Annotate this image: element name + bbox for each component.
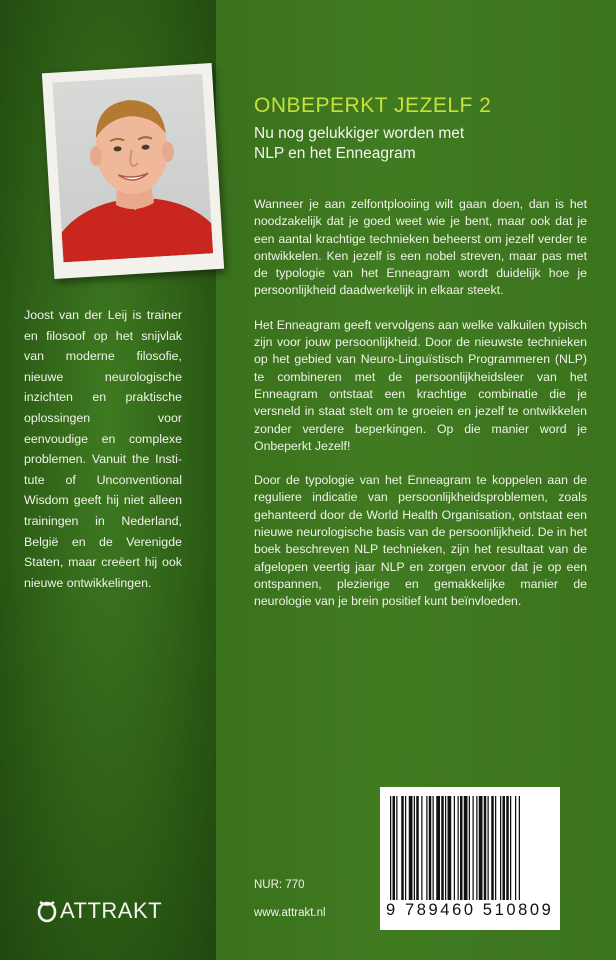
barcode-bar <box>469 796 470 900</box>
author-bio: Joost van der Leij is trainer en filosoof op het snijvlak van moderne filosofie, nieuwe neurologische inzichten en praktische oplossingen voor eenvoudige en complexe problemen. Vanuit the Institute of Unconventional Wisdom geeft hij niet alleen trainingen in Nederland, België en de Verenigde Staten, maar creëert hij ook nieuwe ontwikkelingen. <box>24 308 182 590</box>
barcode-bar <box>405 796 406 900</box>
barcode-bar <box>495 796 496 900</box>
barcode-bar <box>510 796 511 900</box>
blurb-paragraph-3: Door de typologie van het Enneagram te koppelen aan de reguliere indicatie van persoonlijkheidsproblemen, zoals gehanteerd door de World Health Organisation, ontstaat een nieuwe neurologische basis van de persoonlijkheid. De in het boek beschreven NLP technieken, zijn het resultaat van de afgelopen veertig jaar NLP en zorgen ervoor dat je op een ontspannen, plezierige en gemakkelijke manier de neurologie van je brein positief kunt beïnvloeden. <box>254 473 587 609</box>
barcode-bar <box>429 796 432 900</box>
isbn-number: 9 789460 510809 <box>386 901 554 919</box>
barcode-bar <box>393 796 396 900</box>
blurb-paragraph-2: Het Enneagram geeft vervolgens aan welke valkuilen typisch zijn voor jouw persoonlijkheid. Door de nieuwste technieken op het gebied van Neuro-Linguïstisch Programmeren (NLP) te combineren met de persoonlijkheidsleer van het Enneagram ontstaat een krachtige combinatie die je versneld in staat stelt om te groeien en jezelf te ontwikkelen zonder verdere beperkingen. Op die manier word je Onbeperkt Jezelf! <box>254 317 587 453</box>
barcode-bar <box>441 796 444 900</box>
barcode-bar <box>515 796 516 900</box>
barcode-bar <box>416 796 419 900</box>
attrakt-logo-icon <box>36 898 58 924</box>
barcode-bar <box>460 796 463 900</box>
blurb <box>254 196 587 628</box>
barcode-bar <box>484 796 487 900</box>
barcode-bar <box>491 796 494 900</box>
barcode-bar <box>414 796 415 900</box>
barcode-bar <box>409 796 413 900</box>
publisher-name: ATTRAKT <box>60 898 163 923</box>
barcode-bar <box>396 796 397 900</box>
subtitle-line-1: Nu nog gelukkiger worden met <box>254 125 465 142</box>
barcode-bar <box>488 796 489 900</box>
nur-code: NUR: 770 <box>254 879 305 891</box>
book-title: ONBEPERKT JEZELF 2 <box>254 94 492 117</box>
barcode-bar <box>401 796 404 900</box>
subtitle-line-2: NLP en het Enneagram <box>254 145 416 162</box>
barcode-bar <box>506 796 509 900</box>
barcode-bar <box>503 796 506 900</box>
barcode-bar <box>476 796 477 900</box>
barcode-bar <box>464 796 468 900</box>
book-subtitle <box>254 124 554 164</box>
isbn-barcode <box>380 787 560 930</box>
barcode-bar <box>473 796 474 900</box>
barcode-bar <box>479 796 483 900</box>
author-photo <box>52 74 213 263</box>
barcode-bar <box>421 796 422 900</box>
author-portrait-icon <box>52 74 213 263</box>
barcode-bar <box>433 796 434 900</box>
blurb-paragraph-1: Wanneer je aan zelfontplooiing wilt gaan doen, dan is het noodzakelijk dat je goed weet wie je bent, maar ook dat je een aantal krachtige technieken beheerst om jezelf verder te ontwikkelen. Ken jezelf is een nobel streven, maar pas met de typologie van het Enneagram wordt duidelijk hoe je persoonlijkheid daadwerkelijk in elkaar steekt. <box>254 197 587 298</box>
barcode-bar <box>436 796 440 900</box>
barcode-bar <box>454 796 455 900</box>
barcode-bar <box>500 796 501 900</box>
author-photo-frame <box>42 63 224 279</box>
publisher-logo <box>36 896 162 926</box>
publisher-website: www.attrakt.nl <box>254 907 326 919</box>
barcode <box>388 796 552 900</box>
barcode-bar <box>458 796 459 900</box>
barcode-bar <box>445 796 446 900</box>
barcode-bar <box>390 796 391 900</box>
barcode-bar <box>519 796 520 900</box>
barcode-bar <box>448 796 452 900</box>
barcode-bar <box>426 796 427 900</box>
